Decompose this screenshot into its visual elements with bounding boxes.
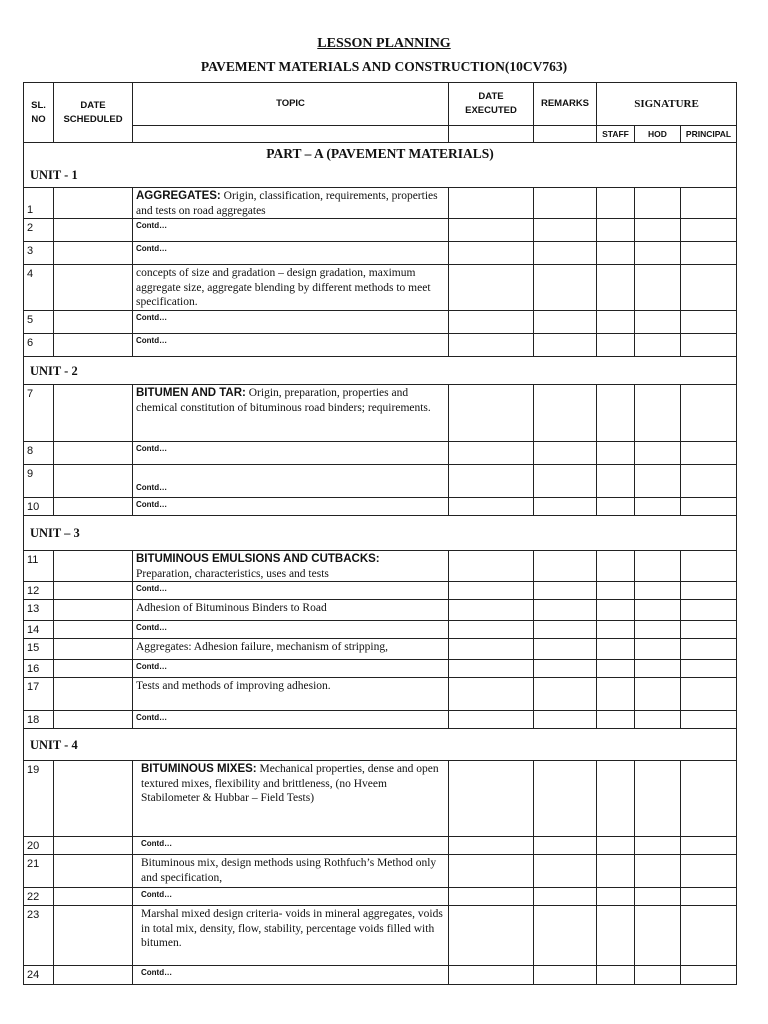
date-executed-subheader-cell — [449, 126, 534, 143]
table-row — [24, 311, 737, 334]
contd-label: Contd… — [133, 498, 449, 516]
page-title: LESSON PLANNING — [317, 36, 451, 51]
contd-label: Contd… — [133, 334, 449, 357]
topic-cell: AGGREGATES: Origin, classification, requirements, properties and tests on road aggregates — [133, 188, 449, 219]
table-row — [24, 761, 737, 837]
part-a-heading: PART – A (PAVEMENT MATERIALS) — [24, 143, 737, 163]
row-number: 11 — [24, 551, 54, 582]
row-number: 24 — [24, 966, 54, 985]
course-title: PAVEMENT MATERIALS AND CONSTRUCTION(10CV763) — [200, 59, 568, 74]
topic-cell: Marshal mixed design criteria- voids in mineral aggregates, voids in total mix, density, flow, stability, percentage voids filled with bitumen. — [133, 906, 449, 966]
table-row — [24, 242, 737, 265]
row-number: 13 — [24, 600, 54, 621]
date-scheduled-header: DATE SCHEDULED — [54, 83, 133, 143]
contd-label: Contd… — [133, 660, 449, 678]
table-row — [24, 678, 737, 711]
row-number: 4 — [24, 265, 54, 311]
contd-label: Contd… — [133, 465, 449, 498]
hod-header: HOD — [635, 126, 681, 143]
topic-cell: BITUMINOUS EMULSIONS AND CUTBACKS: Preparation, characteristics, uses and tests — [133, 551, 449, 582]
table-row — [24, 639, 737, 660]
row-number: 2 — [24, 219, 54, 242]
row-number: 9 — [24, 465, 54, 498]
topic-header: TOPIC — [133, 83, 449, 126]
contd-label: Contd… — [133, 711, 449, 729]
row-number: 15 — [24, 639, 54, 660]
header-row — [24, 83, 737, 126]
table-row — [24, 219, 737, 242]
row-number: 18 — [24, 711, 54, 729]
row-number: 1 — [24, 188, 54, 219]
row-number: 23 — [24, 906, 54, 966]
topic-cell: BITUMINOUS MIXES: Mechanical properties, dense and open textured mixes, flexibility and brittleness, (no Hveem Stabilometer & Hubbar – Field Tests) — [133, 761, 449, 837]
signature-header: SIGNATURE — [597, 83, 737, 126]
contd-label: Contd… — [133, 888, 449, 906]
topic-cell: BITUMEN AND TAR: Origin, preparation, properties and chemical constitution of bituminous road binders; requirements. — [133, 385, 449, 442]
row-number: 7 — [24, 385, 54, 442]
remarks-header: REMARKS — [534, 83, 597, 126]
row-number: 22 — [24, 888, 54, 906]
table-row — [24, 711, 737, 729]
table-row — [24, 582, 737, 600]
contd-label: Contd… — [133, 242, 449, 265]
contd-label: Contd… — [133, 219, 449, 242]
table-row — [24, 498, 737, 516]
staff-header: STAFF — [597, 126, 635, 143]
contd-label: Contd… — [133, 442, 449, 465]
row-number: 20 — [24, 837, 54, 855]
unit-4-heading: UNIT - 4 — [24, 729, 737, 761]
table-row — [24, 906, 737, 966]
row-number: 10 — [24, 498, 54, 516]
row-number: 6 — [24, 334, 54, 357]
topic-cell: concepts of size and gradation – design gradation, maximum aggregate size, aggregate blending by different methods to meet specification. — [133, 265, 449, 311]
table-row — [24, 442, 737, 465]
table-row — [24, 621, 737, 639]
topic-subheader-cell — [133, 126, 449, 143]
table-row — [24, 600, 737, 621]
contd-label: Contd… — [133, 966, 449, 985]
table-row — [24, 265, 737, 311]
table-row — [24, 465, 737, 498]
contd-label: Contd… — [133, 837, 449, 855]
row-number: 16 — [24, 660, 54, 678]
topic-cell: Bituminous mix, design methods using Rothfuch’s Method only and specification, — [133, 855, 449, 888]
contd-label: Contd… — [133, 311, 449, 334]
table-row — [24, 551, 737, 582]
row-number: 17 — [24, 678, 54, 711]
topic-cell: Aggregates: Adhesion failure, mechanism of stripping, — [133, 639, 449, 660]
unit-2-heading: UNIT - 2 — [24, 357, 737, 385]
row-number: 12 — [24, 582, 54, 600]
contd-label: Contd… — [133, 582, 449, 600]
table-row — [24, 855, 737, 888]
unit-3-heading: UNIT – 3 — [24, 516, 737, 551]
sl-no-header: SL. NO — [24, 83, 54, 143]
row-number: 8 — [24, 442, 54, 465]
row-number: 3 — [24, 242, 54, 265]
lesson-plan-table — [23, 82, 737, 985]
remarks-subheader-cell — [534, 126, 597, 143]
row-number: 19 — [24, 761, 54, 837]
unit-1-heading: UNIT - 1 — [24, 163, 737, 188]
row-number: 5 — [24, 311, 54, 334]
row-number: 14 — [24, 621, 54, 639]
table-row — [24, 660, 737, 678]
topic-cell: Adhesion of Bituminous Binders to Road — [133, 600, 449, 621]
row-number: 21 — [24, 855, 54, 888]
table-row — [24, 188, 737, 219]
table-row — [24, 334, 737, 357]
contd-label: Contd… — [133, 621, 449, 639]
principal-header: PRINCIPAL — [681, 126, 737, 143]
table-row — [24, 966, 737, 985]
topic-cell: Tests and methods of improving adhesion. — [133, 678, 449, 711]
table-row — [24, 837, 737, 855]
table-row — [24, 385, 737, 442]
date-executed-header: DATE EXECUTED — [449, 83, 534, 126]
table-row — [24, 888, 737, 906]
